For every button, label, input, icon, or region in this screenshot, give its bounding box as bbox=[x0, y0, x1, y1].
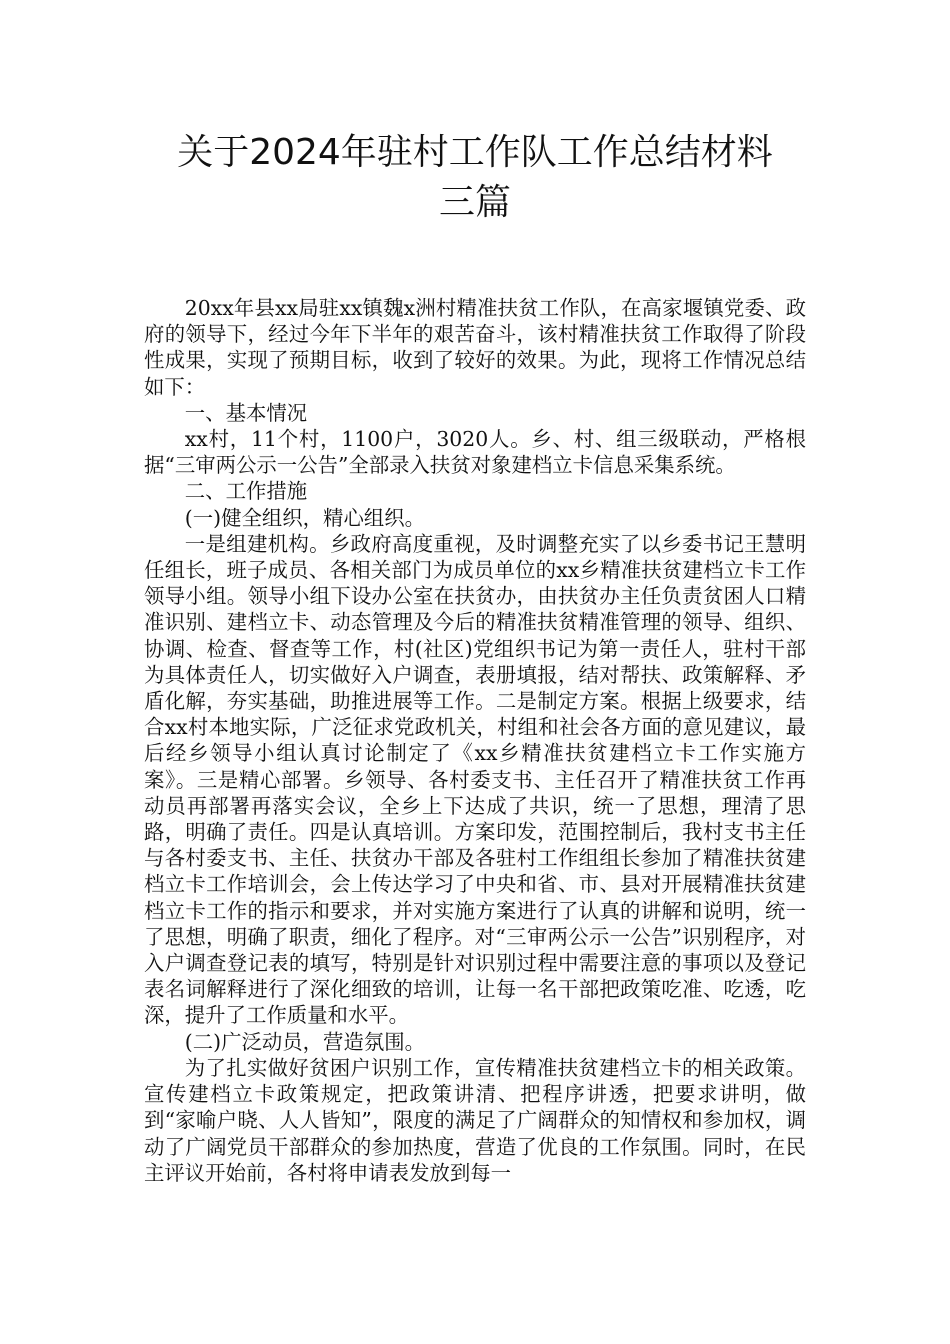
subsection-heading-mobilization: (二)广泛动员，营造氛围。 bbox=[184, 1029, 426, 1054]
basic-info-paragraph: xx村，11个村，1100户，3020人。乡、村、组三级联动，严格根据“三审两公示一公告”全部录入扶贫对象建档立卡信息采集系统。 bbox=[144, 427, 806, 478]
title-line-2: 三篇 bbox=[438, 182, 511, 223]
document-title bbox=[120, 128, 830, 228]
section-heading-measures: 二、工作措施 bbox=[184, 479, 308, 504]
document-body bbox=[144, 295, 806, 1186]
title-line-1: 关于2024年驻村工作队工作总结材料 bbox=[177, 132, 773, 173]
section-heading-basic-info: 一、基本情况 bbox=[184, 400, 308, 425]
mobilization-paragraph: 为了扎实做好贫困户识别工作，宣传精准扶贫建档立卡的相关政策。宣传建档立卡政策规定，把政策讲清、把程序讲透，把要求讲明，做到“家喻户晓、人人皆知”，限度的满足了广阔群众的知情权和参加权，调动了广阔党员干部群众的参加热度，营造了优良的工作氛围。同时，在民主评议开始前，各村将申请表发放到每一 bbox=[144, 1055, 806, 1185]
subsection-heading-organization: (一)健全组织，精心组织。 bbox=[184, 505, 426, 530]
intro-paragraph: 20xx年县xx局驻xx镇魏x洲村精准扶贫工作队，在高家堰镇党委、政府的领导下，经过今年下半年的艰苦奋斗，该村精准扶贫工作取得了阶段性成果，实现了预期目标，收到了较好的效果。为此，现将工作情况总结如下： bbox=[144, 296, 806, 399]
organization-paragraph: 一是组建机构。乡政府高度重视，及时调整充实了以乡委书记王慧明任组长，班子成员、各相关部门为成员单位的xx乡精准扶贫建档立卡工作领导小组。领导小组下设办公室在扶贫办，由扶贫办主任负责贫困人口精准识别、建档立卡、动态管理及今后的精准扶贫精准管理的领导、组织、协调、检查、督查等工作，村(社区)党组织书记为第一责任人，驻村干部为具体责任人，切实做好入户调查，表册填报，结对帮扶、政策解释、矛盾化解，夯实基础，助推进展等工作。二是制定方案。根据上级要求，结合xx村本地实际，广泛征求党政机关，村组和社会各方面的意见建议，最后经乡领导小组认真讨论制定了《xx乡精准扶贫建档立卡工作实施方案》。三是精心部署。乡领导、各村委支书、主任召开了精准扶贫工作再动员再部署再落实会议，全乡上下达成了共识，统一了思想，理清了思路，明确了责任。四是认真培训。方案印发，范围控制后，我村支书主任与各村委支书、主任、扶贫办干部及各驻村工作组组长参加了精准扶贫建档立卡工作培训会，会上传达学习了中央和省、市、县对开展精准扶贫建档立卡工作的指示和要求，并对实施方案进行了认真的讲解和说明，统一了思想，明确了职责，细化了程序。对“三审两公示一公告”识别程序，对入户调查登记表的填写，特别是针对识别过程中需要注意的事项以及登记表名词解释进行了深化细致的培训，让每一名干部把政策吃准、吃透，吃深，提升了工作质量和水平。 bbox=[144, 531, 806, 1028]
